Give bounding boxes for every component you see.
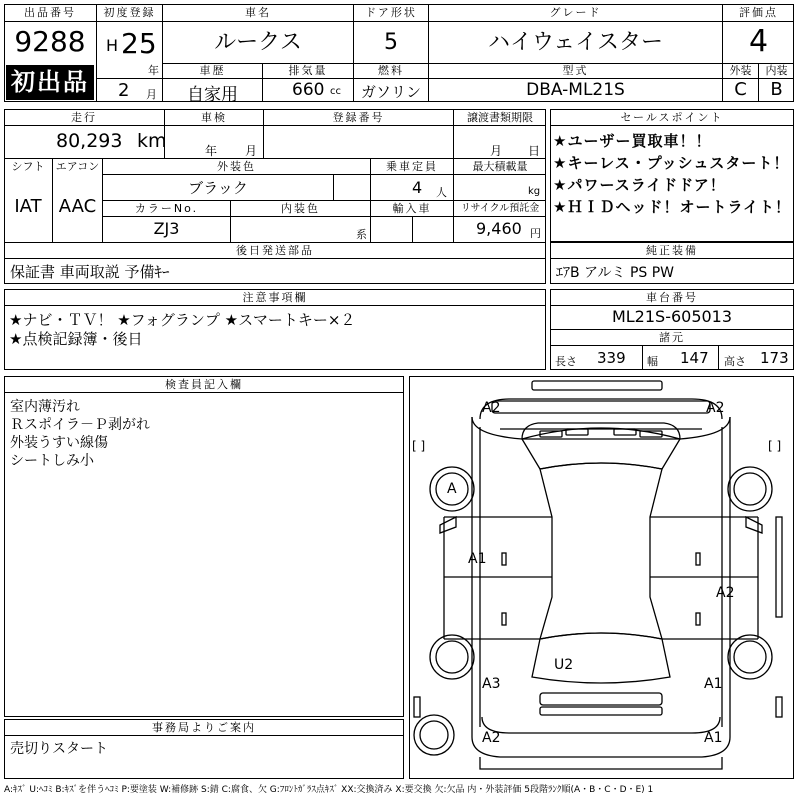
load-label: 最大積載量 — [472, 160, 528, 173]
mark-left-door: A1 — [468, 551, 487, 567]
lot-number-label: 出品番号 — [24, 6, 76, 19]
model: DBA-ML21S — [526, 80, 625, 100]
equipment-label: 純正装備 — [646, 244, 698, 257]
capacity-label: 乗車定員 — [386, 160, 438, 173]
inspector-line-3: 外装うすい線傷 — [10, 435, 108, 451]
inspector-line-2: Ｒスポイラ－Ｐ剥がれ — [10, 417, 150, 433]
displacement-unit: cc — [330, 86, 341, 97]
length: 339 — [597, 349, 626, 367]
sales-point-3: ★パワースライドドア！ — [553, 176, 726, 194]
chassis-label: 車台番号 — [646, 291, 698, 304]
history: 自家用 — [187, 85, 238, 105]
inspector-line-1: 室内薄汚れ — [10, 399, 80, 415]
doors: 5 — [384, 30, 398, 55]
era: H — [106, 36, 119, 55]
car-name: ルークス — [214, 30, 302, 55]
damage-diagram — [409, 376, 794, 779]
car-name-label: 車名 — [245, 6, 271, 19]
color-no-label: カラーNo. — [134, 202, 199, 215]
mark-right-door: A2 — [716, 585, 735, 601]
sales-points-label: セールスポイント — [620, 111, 724, 124]
mark-back-left: A2 — [482, 730, 501, 746]
bracket-right: [ ] — [768, 439, 782, 453]
fuel-label: 燃料 — [378, 64, 404, 77]
mark-back-right: A1 — [704, 730, 723, 746]
later-parts: 保証書 車両取説 予備ｷｰ — [10, 263, 170, 281]
inspection-year-unit: 年 — [205, 144, 218, 158]
shift-label: シフト — [11, 160, 45, 173]
car-outline — [410, 377, 792, 777]
caution-label: 注意事項欄 — [242, 291, 308, 304]
caution-line-1: ★ナビ・ＴＶ！ ★フォグランプ ★スマートキー×２ — [9, 311, 356, 329]
mark-rear-right: A1 — [704, 676, 723, 692]
fuel: ガソリン — [360, 83, 421, 101]
mark-left-front-wheel: A — [447, 481, 457, 497]
mileage-unit: km — [137, 130, 167, 152]
mark-rear-left: A3 — [482, 676, 501, 692]
color: ブラック — [188, 179, 248, 197]
transfer-month-unit: 月 — [490, 144, 503, 158]
lot-number: 9288 — [14, 25, 86, 58]
color-no: ZJ3 — [153, 219, 180, 238]
year-unit: 年 — [148, 64, 159, 77]
height: 173 — [760, 349, 789, 367]
score-label: 評価点 — [739, 6, 778, 19]
caution-line-2: ★点検記録簿・後日 — [9, 330, 143, 348]
registration-label: 登録番号 — [332, 111, 385, 124]
recycle-unit: 円 — [530, 227, 541, 240]
office-note: 売切りスタート — [10, 741, 108, 757]
score: 4 — [748, 24, 769, 59]
displacement-label: 排気量 — [288, 64, 328, 77]
first-reg-label: 初度登録 — [103, 6, 156, 19]
first-listing-badge — [6, 65, 94, 100]
color-label: 外装色 — [217, 160, 256, 173]
sales-point-4: ★ＨＩＤヘッド！オートライト！ — [553, 198, 791, 216]
recycle-label: リサイクル預託金 — [460, 203, 540, 214]
displacement: 660 — [292, 80, 325, 100]
dims-label: 諸元 — [659, 331, 685, 344]
sales-point-2: ★キーレス・プッシュスタート！ — [553, 154, 790, 172]
recycle: 9,460 — [476, 219, 522, 238]
capacity: 4 — [412, 178, 423, 197]
width: 147 — [680, 349, 709, 367]
legend: A:ｷｽﾞ U:ﾍｺﾐ B:ｷｽﾞを伴うﾍｺﾐ P:要塗装 W:補修跡 S:錆 C:腐食、欠 G:ﾌﾛﾝﾄｶﾞﾗｽ点ｷｽﾞ XX:交換済み X:要交換 欠:欠品 内・外装評価 5段階ﾗﾝｸ順(A・B・C・D・E) 1 — [4, 785, 654, 795]
ac-label: エアコン — [55, 160, 100, 173]
office-label: 事務局よりご案内 — [152, 721, 256, 734]
chassis-number: ML21S-605013 — [611, 307, 733, 326]
inspector-label: 検査員記入欄 — [165, 378, 243, 391]
shift: IAT — [14, 196, 42, 217]
inspection-label: 車検 — [201, 111, 227, 124]
exterior-grade: C — [734, 79, 747, 100]
inspector-line-4: シートしみ小 — [10, 453, 94, 469]
interior-grade: B — [770, 79, 783, 100]
sales-point-1: ★ユーザー買取車！！ — [553, 132, 712, 150]
mileage: 80,293 — [56, 130, 123, 152]
mileage-label: 走行 — [71, 111, 97, 124]
door-label: ドア形状 — [365, 6, 417, 19]
history-label: 車歴 — [199, 64, 226, 77]
month: 2 — [118, 80, 130, 101]
load-unit: kg — [528, 186, 541, 197]
transfer-label: 譲渡書類期限 — [467, 111, 533, 124]
first-listing-text: 初出品 — [11, 68, 89, 96]
grade: ハイウェイスター — [488, 30, 663, 55]
mark-front-left: A2 — [482, 400, 501, 416]
import-label: 輸入車 — [392, 202, 432, 215]
mark-front-right: A2 — [706, 400, 725, 416]
transfer-day-unit: 日 — [528, 144, 541, 158]
interior-color-label: 内装色 — [281, 202, 320, 215]
exterior-grade-label: 外装 — [729, 64, 752, 77]
equipment: ｴｱB アルミ PS PW — [556, 265, 675, 281]
bracket-left: [ ] — [412, 439, 426, 453]
later-parts-label: 後日発送部品 — [236, 244, 314, 257]
interior-color-unit: 系 — [356, 228, 367, 241]
length-label: 長さ — [555, 355, 577, 368]
model-label: 型式 — [562, 64, 589, 77]
height-label: 高さ — [724, 355, 746, 368]
interior-grade-label: 内装 — [765, 64, 788, 77]
capacity-unit: 人 — [436, 186, 447, 199]
inspection-month-unit: 月 — [245, 144, 258, 158]
grade-label: グレード — [549, 6, 602, 19]
year: 25 — [121, 27, 157, 60]
mark-rear-seat: U2 — [554, 657, 574, 673]
width-label: 幅 — [647, 355, 658, 368]
month-unit: 月 — [146, 88, 157, 101]
ac: AAC — [58, 196, 97, 217]
